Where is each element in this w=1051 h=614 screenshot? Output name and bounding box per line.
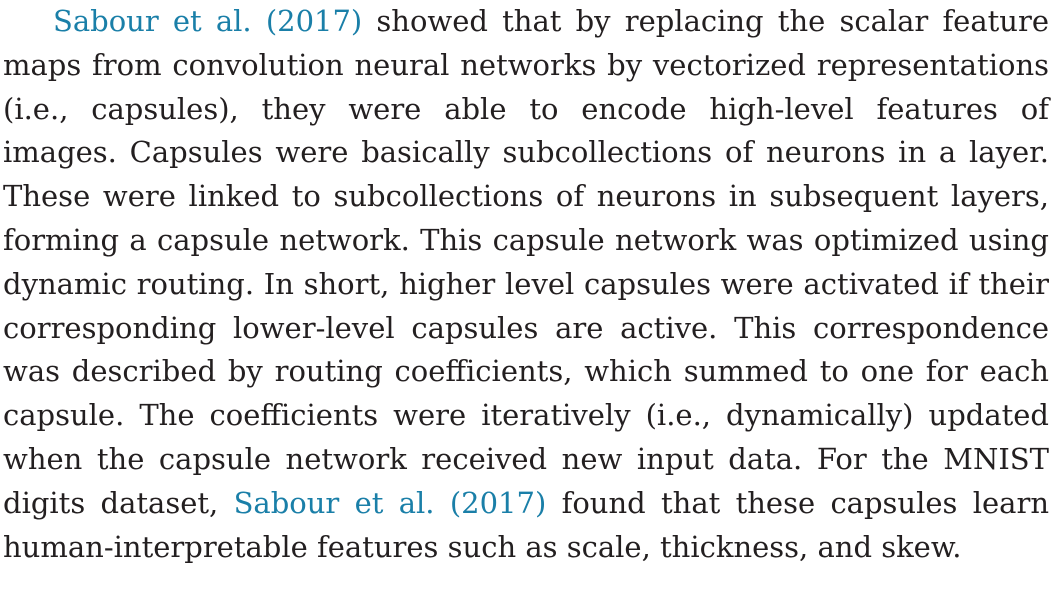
paragraph-text-part-1: showed that by replacing the scalar feature maps from convolution neural networks by vectorized representations (i.e., capsules), they were able to encode high-level features of images. Capsules were basically subcollections of neurons in a layer. These were linked to subcollections of neurons in subsequent layers, forming a capsule network. This capsule network was optimized using dynamic routing. In short, higher level capsules were activated if their corresponding lower-level capsules are active. This correspondence was described by routing coefficients, which summed to one for each capsule. The coefficients were iteratively (i.e., dynamically) updated when the capsule network received new input data. For the MNIST digits dataset,	[3, 4, 1049, 520]
citation-link-sabour-2017[interactable]: Sabour et al. (2017)	[53, 4, 363, 38]
body-paragraph	[3, 0, 1049, 569]
paragraph-text-part-2: found that these capsules learn human-interpretable features such as scale, thickness, and skew.	[3, 485, 1049, 564]
citation-link-sabour-2017-second[interactable]: Sabour et al. (2017)	[233, 485, 547, 520]
